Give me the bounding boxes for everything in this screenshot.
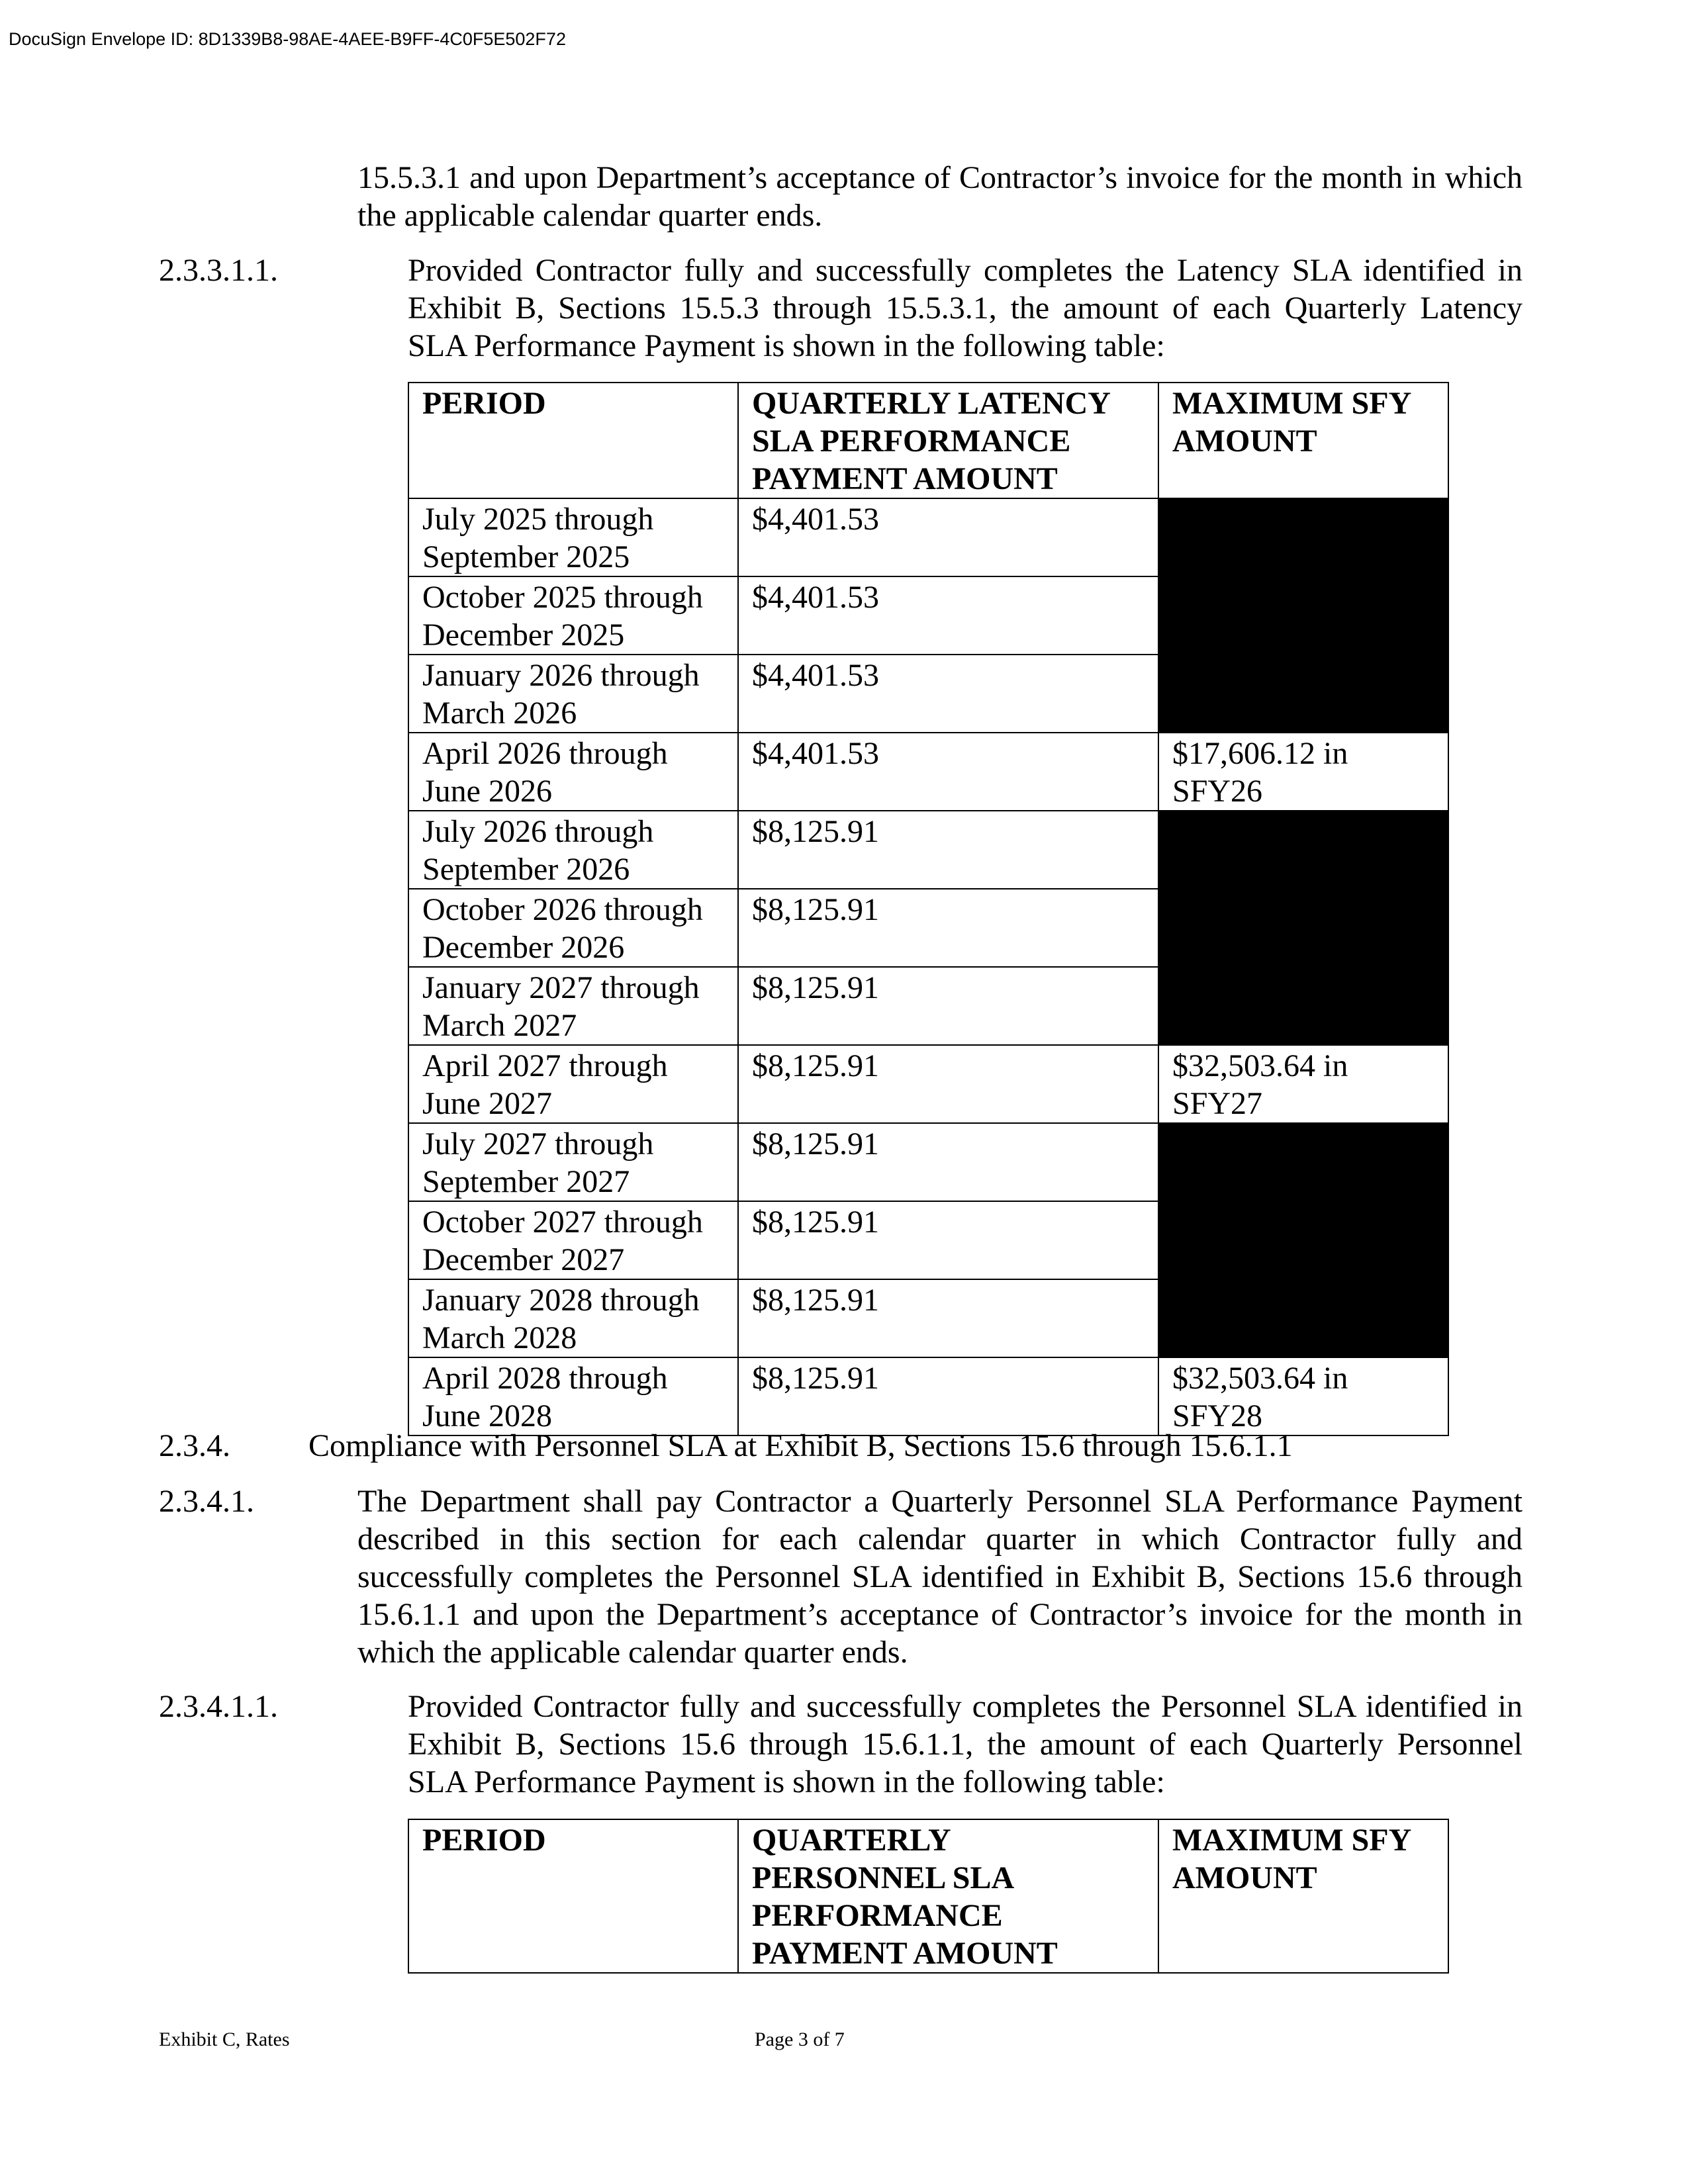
header-max-sfy-amount: MAXIMUM SFY AMOUNT (1158, 1819, 1448, 1973)
table-row (408, 889, 1448, 967)
table-row (408, 1201, 1448, 1279)
period-cell: April 2026 through June 2026 (408, 733, 738, 811)
header-payment-amount: QUARTERLY PERSONNEL SLA PERFORMANCE PAYMENT AMOUNT (738, 1819, 1158, 1973)
personnel-payment-table (408, 1819, 1449, 1974)
period-cell: April 2027 through June 2027 (408, 1045, 738, 1123)
period-cell: July 2027 through September 2027 (408, 1123, 738, 1201)
redacted-cell (1158, 811, 1448, 889)
header-payment-amount: QUARTERLY LATENCY SLA PERFORMANCE PAYMENT AMOUNT (738, 383, 1158, 498)
payment-amount-cell: $8,125.91 (738, 967, 1158, 1045)
table-row (408, 811, 1448, 889)
redacted-cell (1158, 576, 1448, 655)
max-sfy-amount-cell: $17,606.12 in SFY26 (1158, 733, 1448, 811)
table-header-row (408, 1819, 1448, 1973)
table-row (408, 655, 1448, 733)
max-sfy-amount-cell: $32,503.64 in SFY28 (1158, 1357, 1448, 1435)
table-row (408, 1279, 1448, 1357)
footer-page-number: Page 3 of 7 (755, 2028, 845, 2050)
section-2-3-4-1-text: The Department shall pay Contractor a Quarterly Personnel SLA Performance Payment described in this section for each calendar quarter in which Contractor fully and successfully completes the Personnel SLA identified in Exhibit B, Sections 15.6 through 15.6.1.1 and upon the Department’s acceptance of Contractor’s invoice for the month in which the applicable calendar quarter ends. (357, 1484, 1523, 1670)
table-header-row (408, 383, 1448, 498)
header-period: PERIOD (408, 383, 738, 498)
payment-amount-cell: $4,401.53 (738, 655, 1158, 733)
envelope-id: DocuSign Envelope ID: 8D1339B8-98AE-4AEE-B9FF-4C0F5E502F72 (9, 29, 566, 49)
footer-exhibit-label: Exhibit C, Rates (159, 2028, 290, 2050)
payment-amount-cell: $8,125.91 (738, 1045, 1158, 1123)
payment-amount-cell: $8,125.91 (738, 889, 1158, 967)
period-cell: October 2025 through December 2025 (408, 576, 738, 655)
period-cell: October 2027 through December 2027 (408, 1201, 738, 1279)
table-row (408, 1045, 1448, 1123)
payment-amount-cell: $4,401.53 (738, 733, 1158, 811)
intro-continuation: 15.5.3.1 and upon Department’s acceptance of Contractor’s invoice for the month in which the applicable calendar quarter ends. (357, 160, 1523, 233)
payment-amount-cell: $4,401.53 (738, 576, 1158, 655)
period-cell: January 2027 through March 2027 (408, 967, 738, 1045)
header-period: PERIOD (408, 1819, 738, 1973)
section-2-3-4-text: Compliance with Personnel SLA at Exhibit B, Sections 15.6 through 15.6.1.1 (308, 1428, 1293, 1463)
redacted-cell (1158, 889, 1448, 967)
payment-amount-cell: $8,125.91 (738, 1201, 1158, 1279)
table-row (408, 576, 1448, 655)
redacted-cell (1158, 1279, 1448, 1357)
period-cell: October 2026 through December 2026 (408, 889, 738, 967)
redacted-cell (1158, 498, 1448, 576)
payment-amount-cell: $8,125.91 (738, 1357, 1158, 1435)
period-cell: July 2026 through September 2026 (408, 811, 738, 889)
section-2-3-4-1-1-text: Provided Contractor fully and successfully completes the Personnel SLA identified in Exhibit B, Sections 15.6 through 15.6.1.1, the amount of each Quarterly Personnel SLA Performance Payment is shown in the following table: (408, 1689, 1523, 1799)
table-row (408, 1123, 1448, 1201)
period-cell: July 2025 through September 2025 (408, 498, 738, 576)
latency-item-text: Provided Contractor fully and successfully completes the Latency SLA identified in Exhibit B, Sections 15.5.3 through 15.5.3.1, the amount of each Quarterly Latency SLA Performance Payment is shown in the following table: (408, 253, 1523, 363)
section-2-3-4-1-1-number: 2.3.4.1.1. (159, 1689, 278, 1724)
max-sfy-amount-cell: $32,503.64 in SFY27 (1158, 1045, 1448, 1123)
redacted-cell (1158, 1201, 1448, 1279)
table-row (408, 733, 1448, 811)
payment-amount-cell: $8,125.91 (738, 811, 1158, 889)
payment-amount-cell: $8,125.91 (738, 1279, 1158, 1357)
period-cell: April 2028 through June 2028 (408, 1357, 738, 1435)
period-cell: January 2028 through March 2028 (408, 1279, 738, 1357)
table-row (408, 967, 1448, 1045)
redacted-cell (1158, 655, 1448, 733)
payment-amount-cell: $4,401.53 (738, 498, 1158, 576)
latency-item-number: 2.3.3.1.1. (159, 253, 278, 288)
payment-amount-cell: $8,125.91 (738, 1123, 1158, 1201)
redacted-cell (1158, 1123, 1448, 1201)
table-row (408, 498, 1448, 576)
latency-payment-table (408, 382, 1449, 1436)
section-2-3-4-number: 2.3.4. (159, 1428, 230, 1463)
header-max-sfy-amount: MAXIMUM SFY AMOUNT (1158, 383, 1448, 498)
section-2-3-4-1-number: 2.3.4.1. (159, 1484, 254, 1519)
redacted-cell (1158, 967, 1448, 1045)
table-row (408, 1357, 1448, 1435)
period-cell: January 2026 through March 2026 (408, 655, 738, 733)
